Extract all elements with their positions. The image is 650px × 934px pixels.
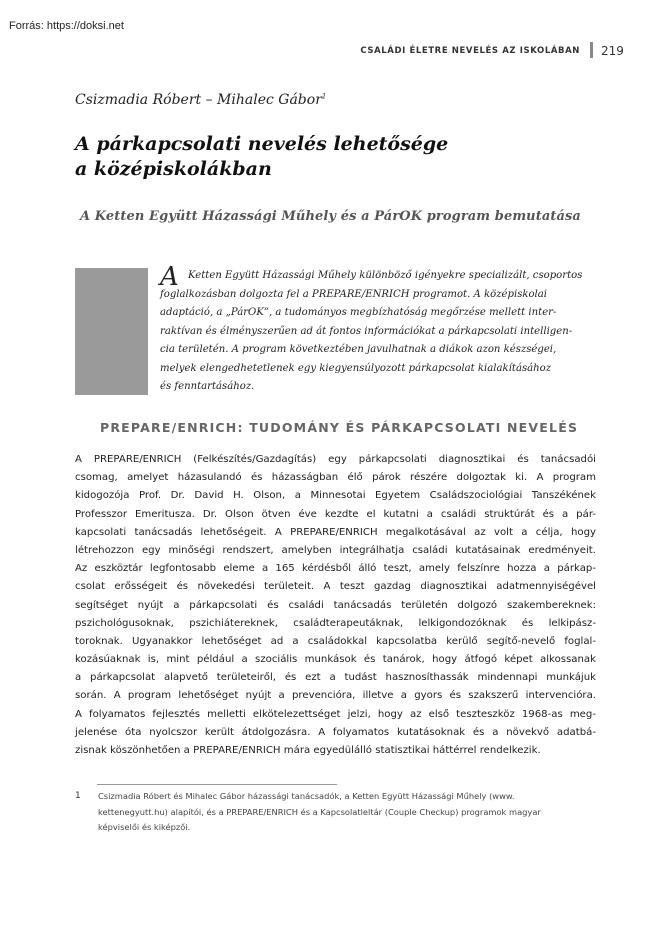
source-credit: Forrás: https://doksi.net <box>9 20 124 32</box>
body-line: A PREPARE/ENRICH (Felkészítés/Gazdagítás) egy párkapcsolati diagnosztikai és tanácsadói <box>75 454 596 465</box>
body-line: kapcsolati tanácsadás lehetőségeit. A PREPARE/ENRICH megalkotásával az volt a célja, hogy <box>75 526 596 538</box>
article-abstract <box>160 267 596 397</box>
body-line: csolat erősségeit és növekedési területeit. A teszt gazdag diagnosztikai adatmennyiségével <box>75 581 596 593</box>
body-line: pszichológusoknak, pszichiátereknek, családterapeutáknak, lelkigondozóknak és lelkipász- <box>75 617 596 629</box>
footnote-divider <box>97 784 337 785</box>
authors-text: Csizmadia Róbert – Mihalec Gábor <box>75 92 322 108</box>
title-line: a középiskolákban <box>75 158 272 180</box>
body-text <box>75 451 596 760</box>
abstract-line: adaptáció, a „PárOK”, a tudományos megbízhatóság megőrzése mellett inter- <box>160 307 557 318</box>
abstract-line: raktívan és élményszerűen ad át fontos információkat a párkapcsolati intelligen- <box>160 325 573 337</box>
running-header-title: CSALÁDI ÉLETRE NEVELÉS AZ ISKOLÁBAN <box>360 46 580 56</box>
footnote-number: 1 <box>75 791 81 801</box>
body-line: jelenése óta nyolcszor került átdolgozásra. A folyamatos kutatásoknak és a növekvő adatbá- <box>75 726 596 738</box>
article-subtitle: A Ketten Együtt Házassági Műhely és a PárOK program bemutatása <box>80 209 581 224</box>
body-line: kidogozója Prof. Dr. David H. Olson, a Minnesotai Egyetem Családszociológiai Tanszékének <box>75 490 596 502</box>
section-heading: PREPARE/ENRICH: TUDOMÁNY ÉS PÁRKAPCSOLATI NEVELÉS <box>100 420 579 435</box>
page-number: 219 <box>601 44 624 58</box>
abstract-line: foglalkozásban dolgozta fel a PREPARE/ENRICH programot. A középiskolai <box>160 288 548 300</box>
body-line: során. A program lehetőséget nyújt a prevencióra, illetve a gyors és szakszerű intervencióra. <box>75 690 596 702</box>
body-line: kozásúaknak is, mint például a szociális munkások és tanárok, hogy átfogó képet alkossanak <box>75 654 596 666</box>
body-line: A folyamatos fejlesztés melletti elkötelezettséget jelzi, hogy az első teszteszköz 1968-as meg- <box>75 708 596 720</box>
body-line: Professzor Emeritusza. Dr. Olson ötven éve kezdte el kutatni a családi struktúrát és a pár- <box>75 508 596 520</box>
abstract-line: Ketten Együtt Házassági Műhely különböző igényekre specializált, csoportos <box>188 270 583 281</box>
header-divider <box>590 42 593 58</box>
footnote-line: kettenegyutt.hu) alapítói, és a PREPARE/ENRICH és a Kapcsolatleltár (Couple Checkup) programok magyar <box>98 806 541 817</box>
footnote-line: Csizmadia Róbert és Mihalec Gábor házassági tanácsadók, a Ketten Együtt Házassági Műhely (www. <box>98 791 515 801</box>
title-line: A párkapcsolati nevelés lehetősége <box>75 133 449 155</box>
body-line: létrehozzon egy minőségi rendszert, amelyben integrálhatja családi kutatásainak eredményeit. <box>75 544 596 556</box>
body-line: Az eszköztár legfontosabb eleme a 165 kérdésből álló teszt, amely felszínre hozza a párkap- <box>75 563 596 575</box>
body-line: zisnak köszönhetően a PREPARE/ENRICH mára egyedülálló statisztikai háttérrel rendelkezik. <box>75 745 541 756</box>
decorative-gray-block <box>75 268 148 395</box>
abstract-dropcap: A <box>160 262 179 292</box>
abstract-line: és fenntartásához. <box>160 381 255 392</box>
body-line: csomag, amelyet házasulandó és házasságban élő párok részére dolgoztak ki. A program <box>75 472 596 484</box>
body-line: a párkapcsolat alapvető területeiről, és ezt a tudást hasznosíthassák mindennapi munkájuk <box>75 672 596 684</box>
article-authors <box>75 92 326 108</box>
author-footnote-marker[interactable]: 1 <box>321 92 327 101</box>
abstract-line: melyek elengedhetetlenek egy kiegyensúlyozott párkapcsolat kialakításához <box>160 362 552 374</box>
footnote-line: képviselői és kiképzői. <box>98 822 191 832</box>
abstract-line: cia területén. A program következtében javulhatnak a diákok azon készségei, <box>160 344 557 355</box>
body-line: toroknak. Ugyanakkor lehetőséget ad a családokkal kapcsolatba kerülő segítő-nevelő foglal- <box>75 635 596 647</box>
footnote-text <box>98 789 596 836</box>
article-title <box>75 132 448 182</box>
body-line: segítséget nyújt a párkapcsolati és családi tanácsadás területén dolgozó szakembereknek: <box>75 599 596 611</box>
